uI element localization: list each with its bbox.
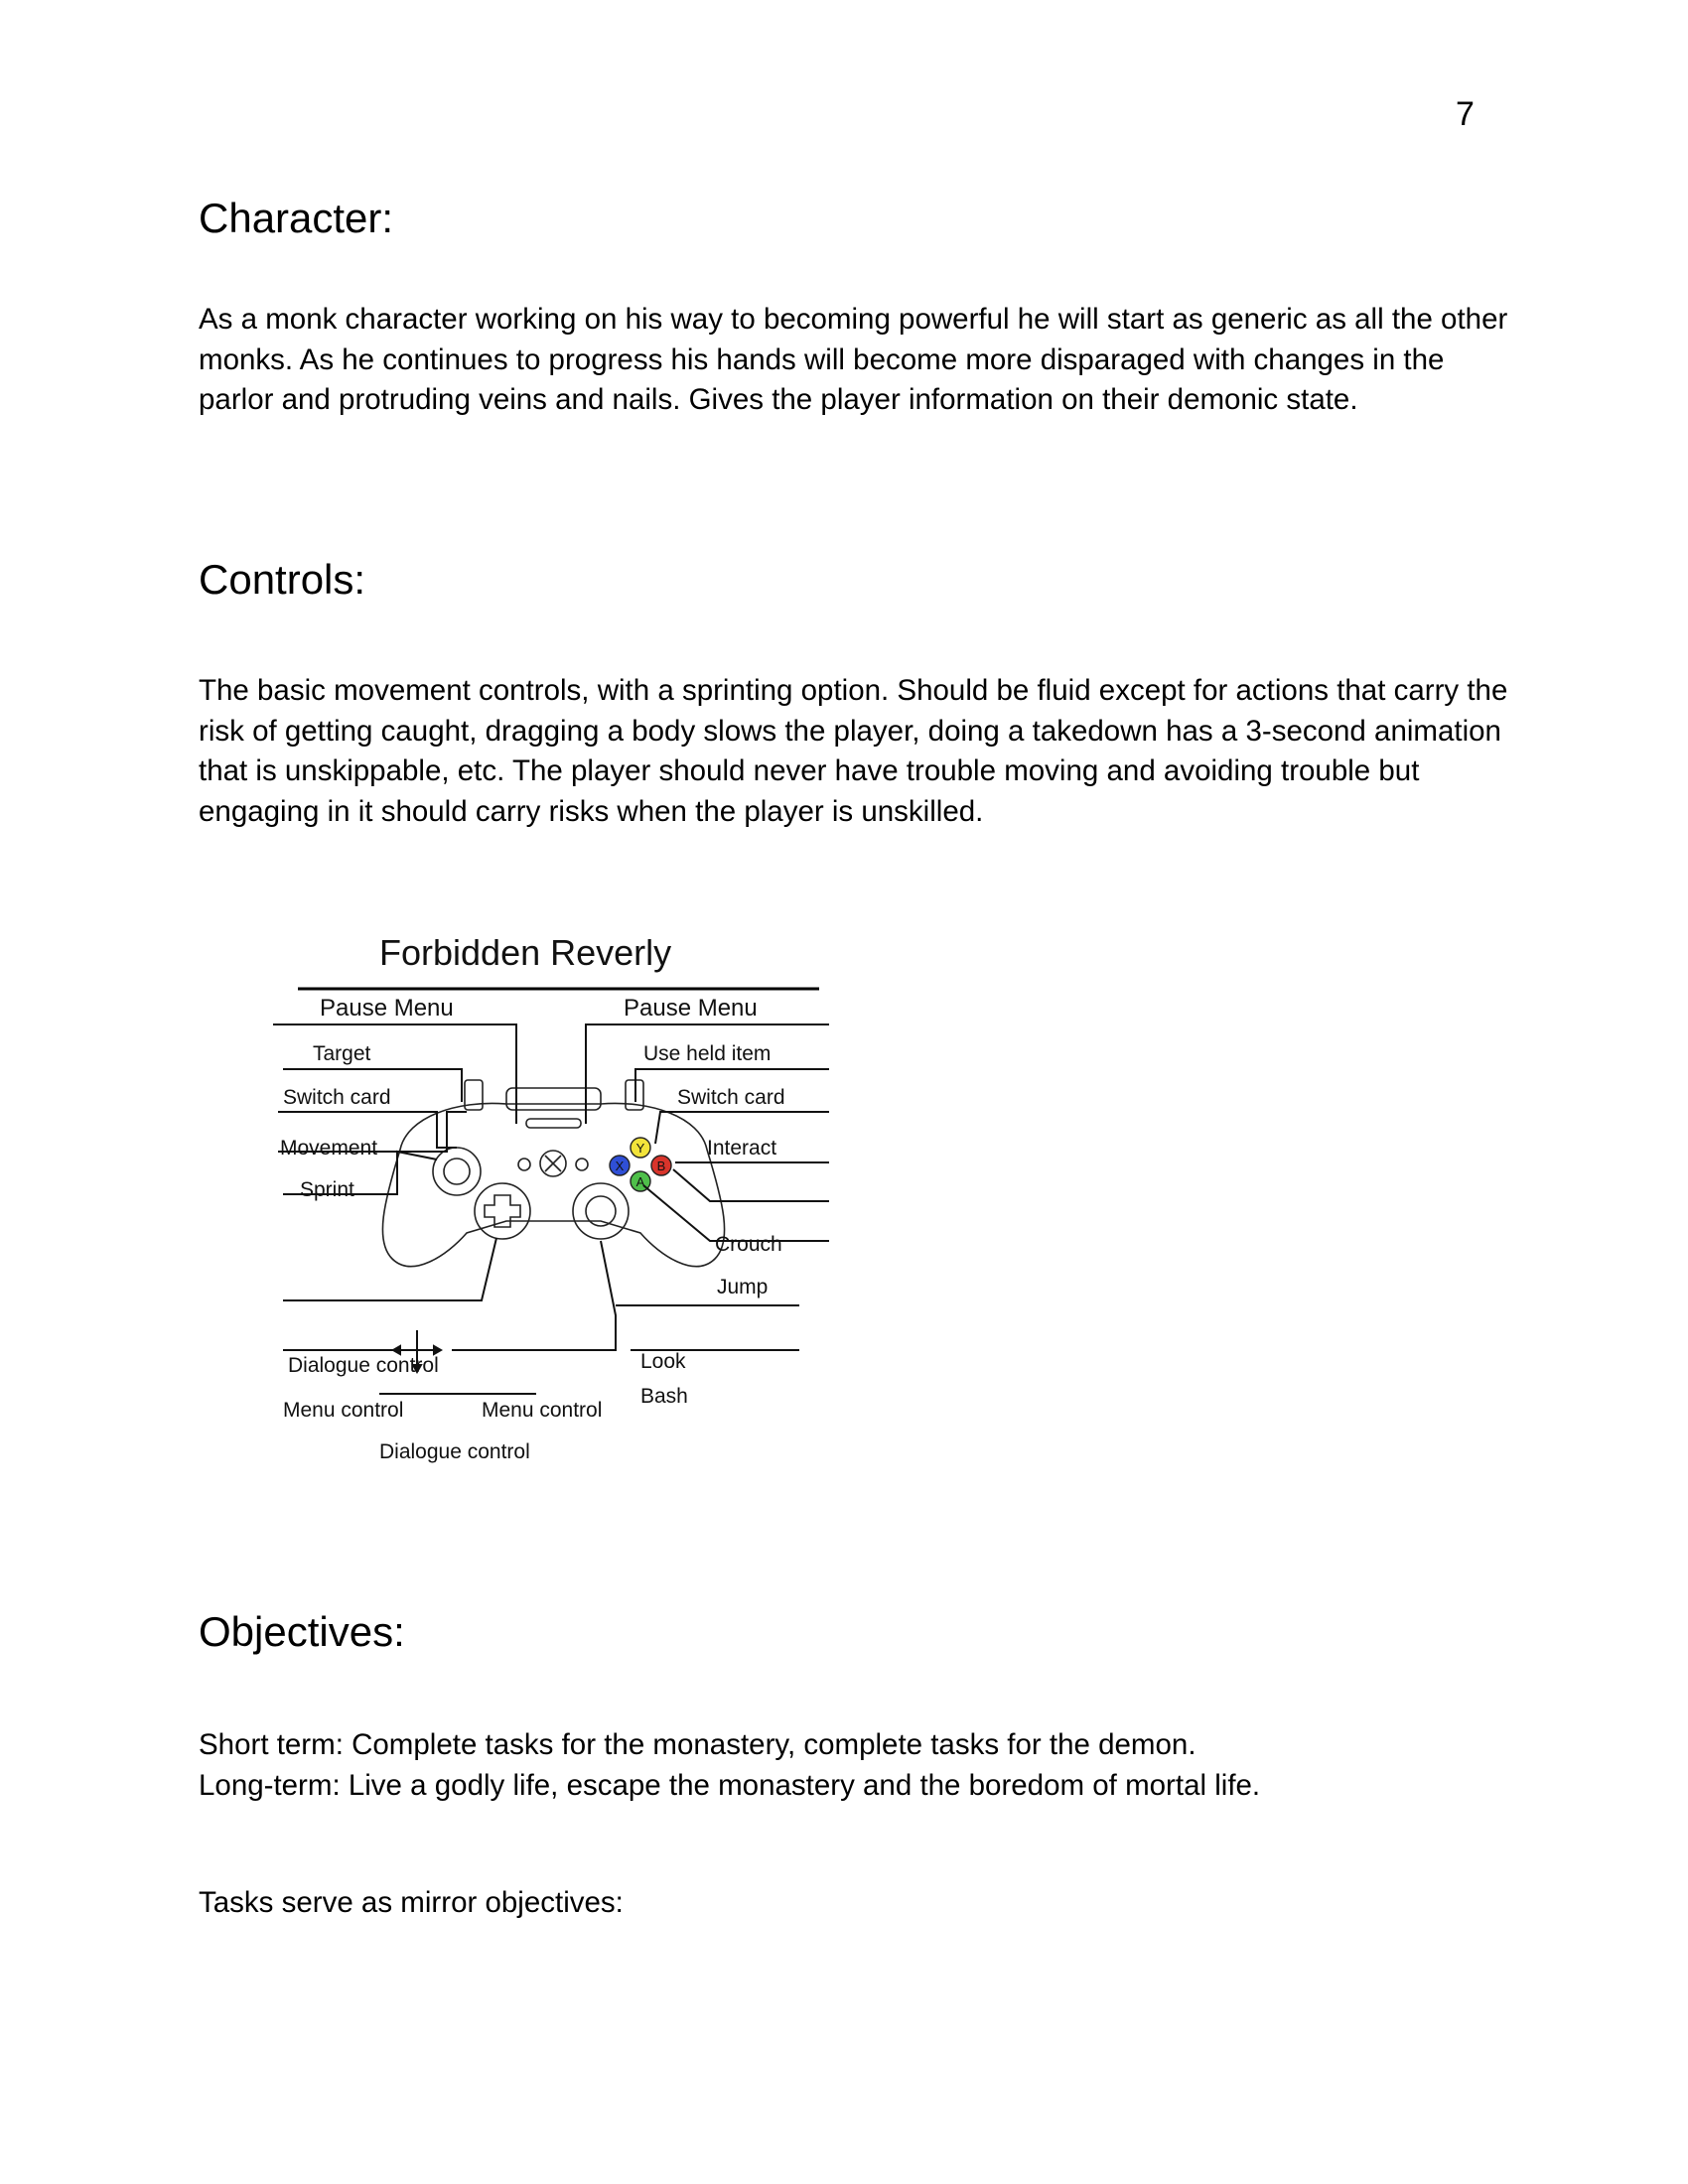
b-button-letter: B	[656, 1159, 666, 1173]
objectives-short-term: Short term: Complete tasks for the monastery, complete tasks for the demon.	[199, 1728, 1196, 1761]
controls-paragraph: The basic movement controls, with a sprinting option. Should be fluid except for actions that carry the risk of getting caught, dragging a body slows the player, doing a takedown has a 3-second animation that is unskippable, etc. The player should never have trouble moving and avoiding trouble but engaging in it should carry risks when the player is unskilled.	[199, 674, 1508, 828]
label-movement: Movement	[280, 1137, 378, 1160]
tasks-line: Tasks serve as mirror objectives:	[199, 1886, 624, 1919]
label-sprint: Sprint	[300, 1178, 354, 1201]
label-crouch: Crouch	[715, 1233, 782, 1256]
label-dialogue-control-top: Dialogue control	[288, 1354, 439, 1377]
y-button-letter: Y	[635, 1141, 645, 1156]
label-menu-control-right: Menu control	[482, 1399, 603, 1422]
objectives-heading: Objectives:	[199, 1608, 405, 1655]
diagram-title: Forbidden Reverly	[379, 932, 672, 973]
label-left-pause-menu: Pause Menu	[320, 995, 454, 1022]
label-right-switch-card: Switch card	[677, 1086, 785, 1109]
label-left-switch-card: Switch card	[283, 1086, 391, 1109]
objectives-long-term: Long-term: Live a godly life, escape the monastery and the boredom of mortal life.	[199, 1769, 1261, 1802]
page-number: 7	[1456, 95, 1475, 133]
label-menu-control-left: Menu control	[283, 1399, 404, 1422]
label-look: Look	[640, 1350, 686, 1373]
leader-lines	[273, 1024, 829, 1394]
controls-heading: Controls:	[199, 556, 366, 603]
character-heading: Character:	[199, 195, 394, 241]
a-button-letter: A	[635, 1174, 645, 1189]
label-target: Target	[313, 1042, 371, 1065]
character-paragraph: As a monk character working on his way to becoming powerful he will start as generic as all the other monks. As he continues to progress his hands will become more disparaged with changes in the parlor and protruding veins and nails. Gives the player information on their demonic state.	[199, 303, 1508, 416]
label-use-held-item: Use held item	[643, 1042, 772, 1065]
x-button-letter: X	[615, 1159, 625, 1173]
label-interact: Interact	[707, 1137, 777, 1160]
label-jump: Jump	[717, 1276, 769, 1298]
label-right-pause-menu: Pause Menu	[624, 995, 758, 1022]
controller-diagram	[258, 913, 854, 1509]
label-bash: Bash	[640, 1385, 688, 1408]
controller-graphic	[382, 1080, 724, 1267]
label-dialogue-control-bottom: Dialogue control	[379, 1440, 530, 1463]
